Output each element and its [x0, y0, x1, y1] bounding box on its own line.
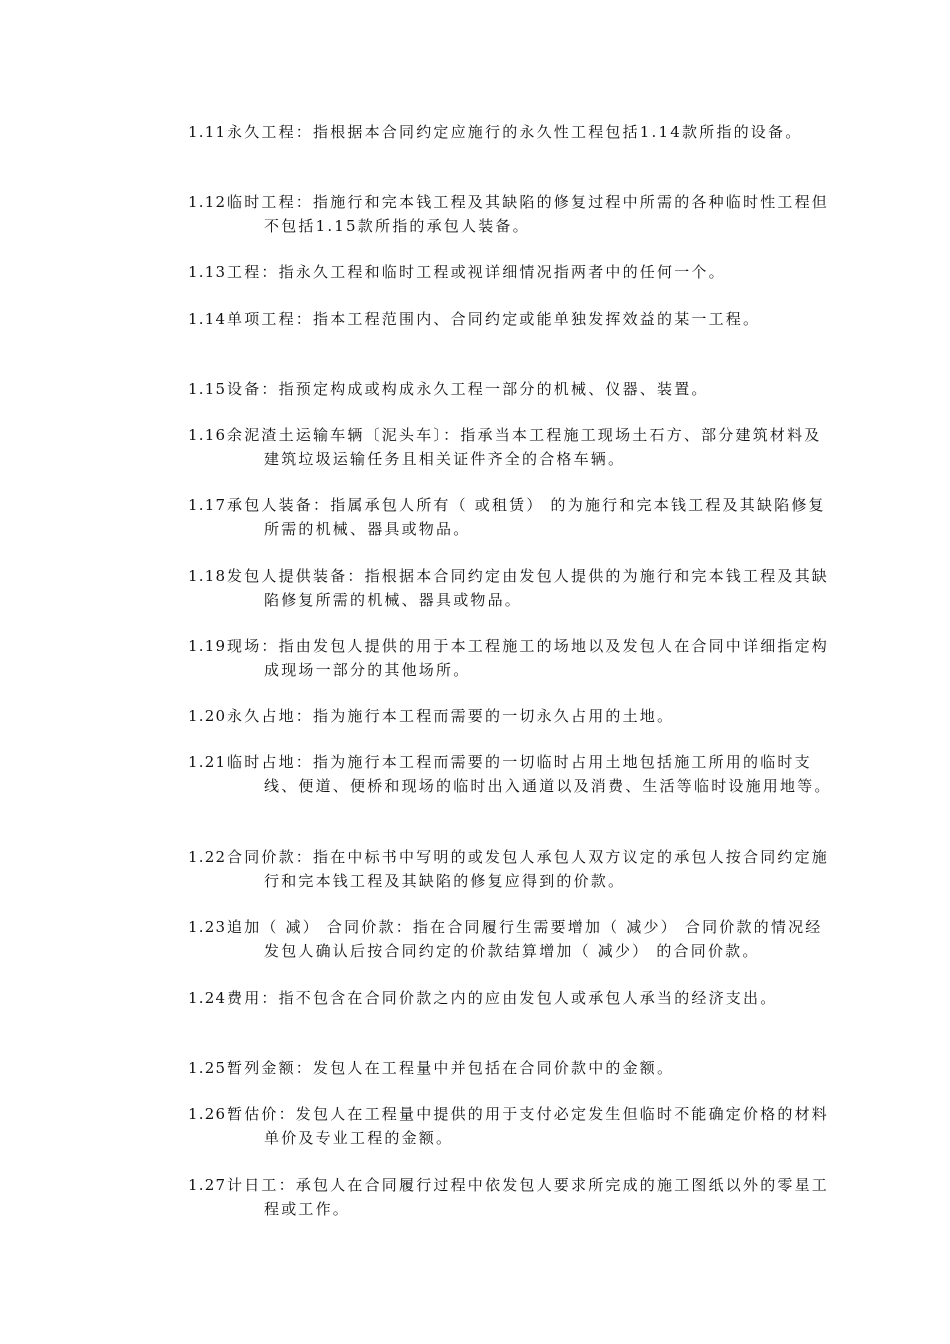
clause-1-13	[188, 260, 838, 284]
clause-1-23	[188, 915, 838, 963]
clause-text: 暂估价：发包人在工程量中提供的用于支付必定发生但临时不能确定价格的材料单价及专业工程的金额。	[227, 1105, 830, 1147]
clause-text: 发包人提供装备：指根据本合同约定由发包人提供的为施行和完本钱工程及其缺陷修复所需的机械、器具或物品。	[227, 567, 830, 609]
clause-1-20	[188, 704, 838, 728]
clause-number: 1.19	[188, 637, 227, 655]
clause-text: 合同价款：指在中标书中写明的或发包人承包人双方议定的承包人按合同约定施行和完本钱工程及其缺陷的修复应得到的价款。	[227, 848, 830, 890]
clause-text: 永久工程：指根据本合同约定应施行的永久性工程包括1.14款所指的设备。	[227, 123, 803, 141]
clause-number: 1.26	[188, 1105, 227, 1123]
clause-number: 1.15	[188, 380, 227, 398]
clause-1-15	[188, 377, 838, 401]
clause-number: 1.18	[188, 567, 227, 585]
clause-text: 临时工程：指施行和完本钱工程及其缺陷的修复过程中所需的各种临时性工程但不包括1.15款所指的承包人装备。	[227, 193, 830, 235]
clause-text: 余泥渣土运输车辆〔泥头车〕：指承当本工程施工现场土石方、部分建筑材料及建筑垃圾运输任务且相关证件齐全的合格车辆。	[227, 426, 822, 468]
clause-number: 1.11	[188, 123, 227, 141]
clause-text: 追加（ 减） 合同价款：指在合同履行生需要增加（ 减少） 合同价款的情况经发包人确认后按合同约定的价款结算增加（ 减少） 的合同价款。	[227, 918, 823, 960]
clause-1-21	[188, 750, 838, 798]
clause-1-18	[188, 564, 838, 612]
clause-text: 永久占地：指为施行本工程而需要的一切永久占用的土地。	[227, 707, 675, 725]
clause-text: 暂列金额：发包人在工程量中并包括在合同价款中的金额。	[227, 1059, 675, 1077]
clause-text: 临时占地：指为施行本工程而需要的一切临时占用土地包括施工所用的临时支线、便道、便桥和现场的临时出入通道以及消费、生活等临时设施用地等。	[227, 753, 832, 795]
clause-number: 1.27	[188, 1176, 227, 1194]
clause-1-11	[188, 120, 838, 144]
clause-number: 1.14	[188, 310, 227, 328]
clause-number: 1.25	[188, 1059, 227, 1077]
clause-number: 1.23	[188, 918, 227, 936]
clause-text: 承包人装备：指属承包人所有（ 或租赁） 的为施行和完本钱工程及其缺陷修复所需的机械、器具或物品。	[227, 496, 826, 538]
clause-1-12	[188, 190, 838, 238]
clause-number: 1.24	[188, 989, 227, 1007]
clause-text: 计日工：承包人在合同履行过程中依发包人要求所完成的施工图纸以外的零星工程或工作。	[227, 1176, 830, 1218]
clause-1-17	[188, 493, 838, 541]
clause-1-22	[188, 845, 838, 893]
clause-1-27	[188, 1173, 838, 1221]
clause-number: 1.22	[188, 848, 227, 866]
clause-number: 1.21	[188, 753, 227, 771]
clause-1-16	[188, 423, 838, 471]
clause-1-25	[188, 1056, 838, 1080]
clause-number: 1.16	[188, 426, 227, 444]
clause-text: 单项工程：指本工程范围内、合同约定或能单独发挥效益的某一工程。	[227, 310, 761, 328]
clause-text: 费用：指不包含在合同价款之内的应由发包人或承包人承当的经济支出。	[227, 989, 778, 1007]
clause-text: 工程：指永久工程和临时工程或视详细情况指两者中的任何一个。	[227, 263, 726, 281]
clause-number: 1.12	[188, 193, 227, 211]
clause-number: 1.20	[188, 707, 227, 725]
clause-1-24	[188, 986, 838, 1010]
clause-number: 1.17	[188, 496, 227, 514]
clause-1-14	[188, 307, 838, 331]
clause-text: 设备：指预定构成或构成永久工程一部分的机械、仪器、装置。	[227, 380, 709, 398]
clause-number: 1.13	[188, 263, 227, 281]
clause-1-19	[188, 634, 838, 682]
clause-1-26	[188, 1102, 838, 1150]
clause-text: 现场：指由发包人提供的用于本工程施工的场地以及发包人在合同中详细指定构成现场一部分的其他场所。	[227, 637, 830, 679]
